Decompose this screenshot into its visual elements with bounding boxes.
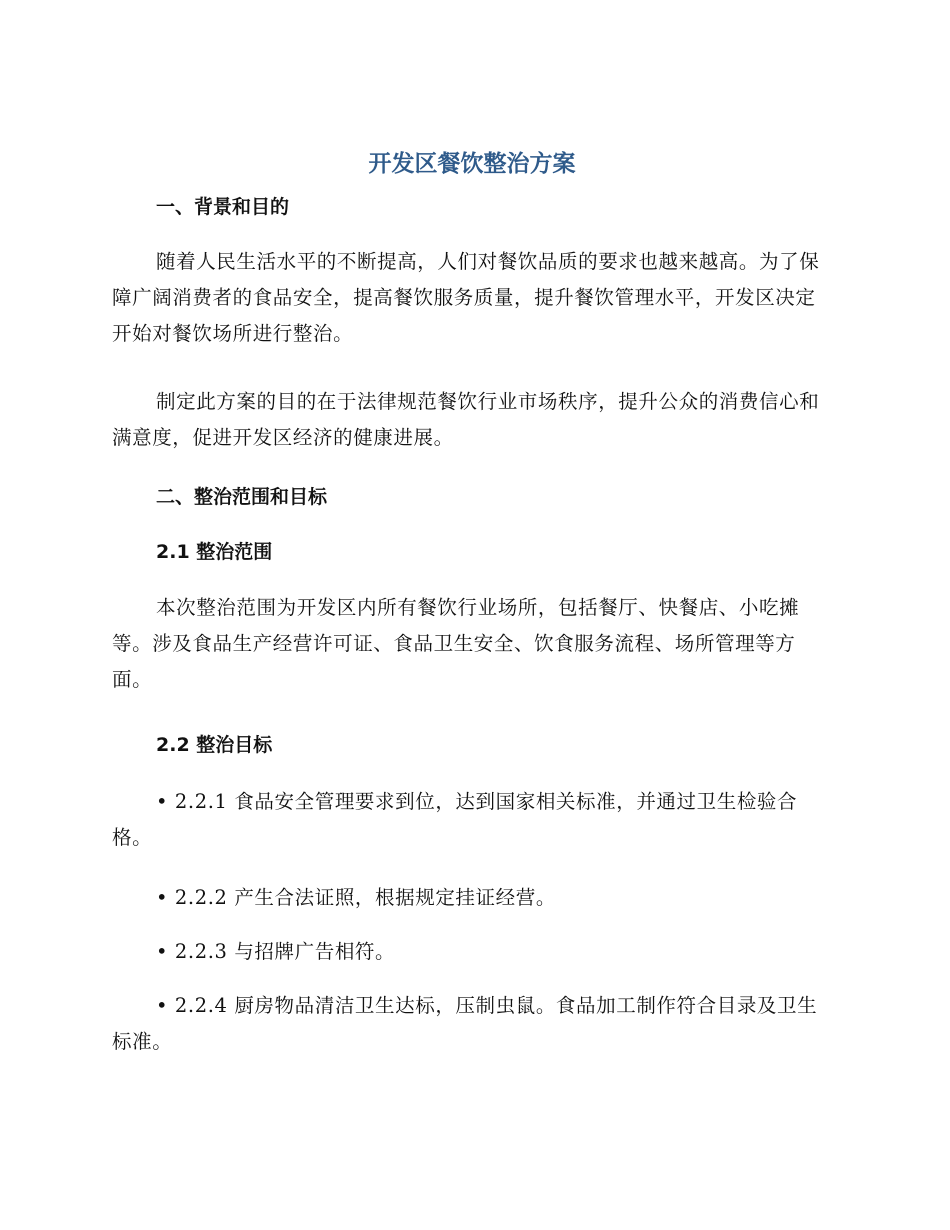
goal-item: • 2.2.3 与招牌广告相符。 [156,940,396,963]
subsection-heading-scope: 2.1 整治范围 [156,541,273,563]
subsection-heading-goals: 2.2 整治目标 [156,734,273,756]
paragraph-background: 随着人民生活水平的不断提高，人们对餐饮品质的要求也越来越高。为了保障广阔消费者的食品安全，提高餐饮服务质量，提升餐饮管理水平，开发区决定开始对餐饮场所进行整治。 [112,250,820,345]
section-heading-background: 一、背景和目的 [156,196,290,218]
section-heading-scope-goals: 二、整治范围和目标 [156,486,328,508]
document-title: 开发区餐饮整治方案 [368,151,576,177]
paragraph-scope: 本次整治范围为开发区内所有餐饮行业场所，包括餐厅、快餐店、小吃摊等。涉及食品生产经营许可证、食品卫生安全、饮食服务流程、场所管理等方面。 [112,596,800,691]
paragraph-purpose: 制定此方案的目的在于法律规范餐饮行业市场秩序，提升公众的消费信心和满意度，促进开发区经济的健康进展。 [112,390,820,449]
goal-item: • 2.2.2 产生合法证照，根据规定挂证经营。 [156,886,556,909]
goal-item: • 2.2.4 厨房物品清洁卫生达标，压制虫鼠。食品加工制作符合目录及卫生标准。 [112,994,818,1053]
goal-item: • 2.2.1 食品安全管理要求到位，达到国家相关标准，并通过卫生检验合格。 [112,790,798,849]
